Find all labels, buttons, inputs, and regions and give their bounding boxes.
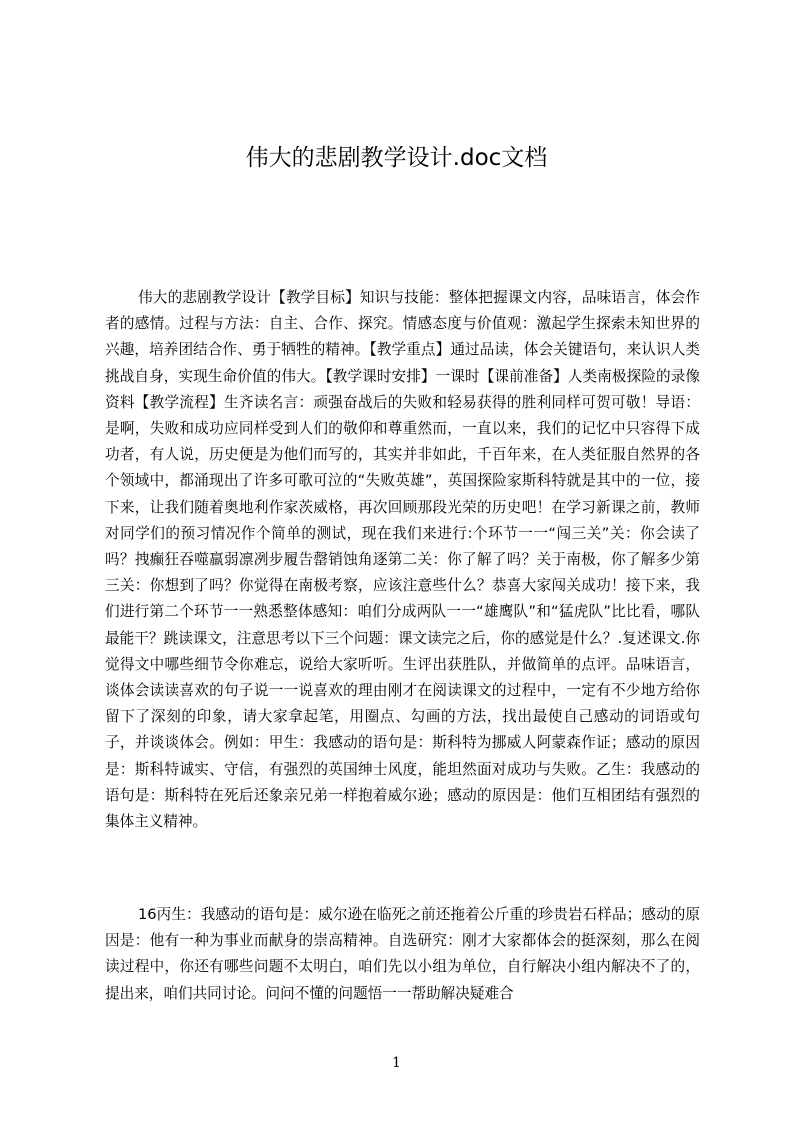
body-paragraph: 伟大的悲剧教学设计【教学目标】知识与技能：整体把握课文内容，品味语言，体会作者的感情。过程与方法：自主、合作、探究。情感态度与价值观：激起学生探索未知世界的兴趣，培养团结合作、勇于牺牲的精神。【教学重点】通过品读，体会关键语句，来认识人类挑战自身，实现生命价值的伟大。【教学课时安排】一课时【课前准备】人类南极探险的录像资料【教学流程】生齐读名言：顽强奋战后的失败和轻易获得的胜利同样可贺可敬！导语：是啊，失败和成功应同样受到人们的敬仰和尊重然而，一直以来，我们的记忆中只容得下成功者，有人说，历史便是为他们而写的，其实并非如此，千百年来，在人类征服自然界的各个领域中，都涌现出了许多可歌可泣的“失败英雄”，英国探险家斯科特就是其中的一位，接下来，让我们随着奥地利作家茨威格，再次回顾那段光荣的历史吧！在学习新课之前，教师对同学们的预习情况作个简单的测试，现在我们来进行:个环节一一“闯三关”关：你会读了吗？拽癫狂吞噬羸弱凛冽步履告罄销蚀角逐第二关：你了解了吗？关于南极，你了解多少第三关：你想到了吗？你觉得在南极考察，应该注意些什么？恭喜大家闯关成功！接下来，我们进行第二个环节一一熟悉整体感知：咱们分成两队一一“雄鹰队”和“猛虎队”比比看，哪队最能干？跳读课文，注意思考以下三个问题：课文读完之后，你的感觉是什么？.复述课文.你觉得文中哪些细节令你难忘，说给大家听听。生评出获胜队，并做简单的点评。品味语言，谈体会读读喜欢的句子说一一说喜欢的理由刚才在阅读课文的过程中，一定有不少地方给你留下了深刻的印象，请大家拿起笔，用圈点、勾画的方法，找出最使自己感动的词语或句子，并谈谈体会。例如：甲生：我感动的语句是：斯科特为挪威人阿蒙森作证；感动的原因是：斯科特诚实、守信，有强烈的英国绅士风度，能坦然面对成功与失败。乙生：我感动的语句是：斯科特在死后还象亲兄弟一样抱着威尔逊；感动的原因是：他们互相团结有强烈的集体主义精神。 — [105, 289, 700, 831]
body-paragraph: 16丙生：我感动的语句是：威尔逊在临死之前还拖着公斤重的珍贵岩石样品；感动的原因是：他有一种为事业而献身的崇高精神。自选研究：刚才大家都体会的挺深刻，那么在阅读过程中，你还有哪些问题不太明白，咱们先以小组为单位，自行解决小组内解决不了的，提出来，咱们共同讨论。问问不懂的问题悟一一帮助解决疑难合 — [105, 906, 700, 1002]
document-title: 伟大的悲剧教学设计.doc文档 — [245, 145, 548, 171]
page-number: 1 — [392, 1055, 401, 1071]
